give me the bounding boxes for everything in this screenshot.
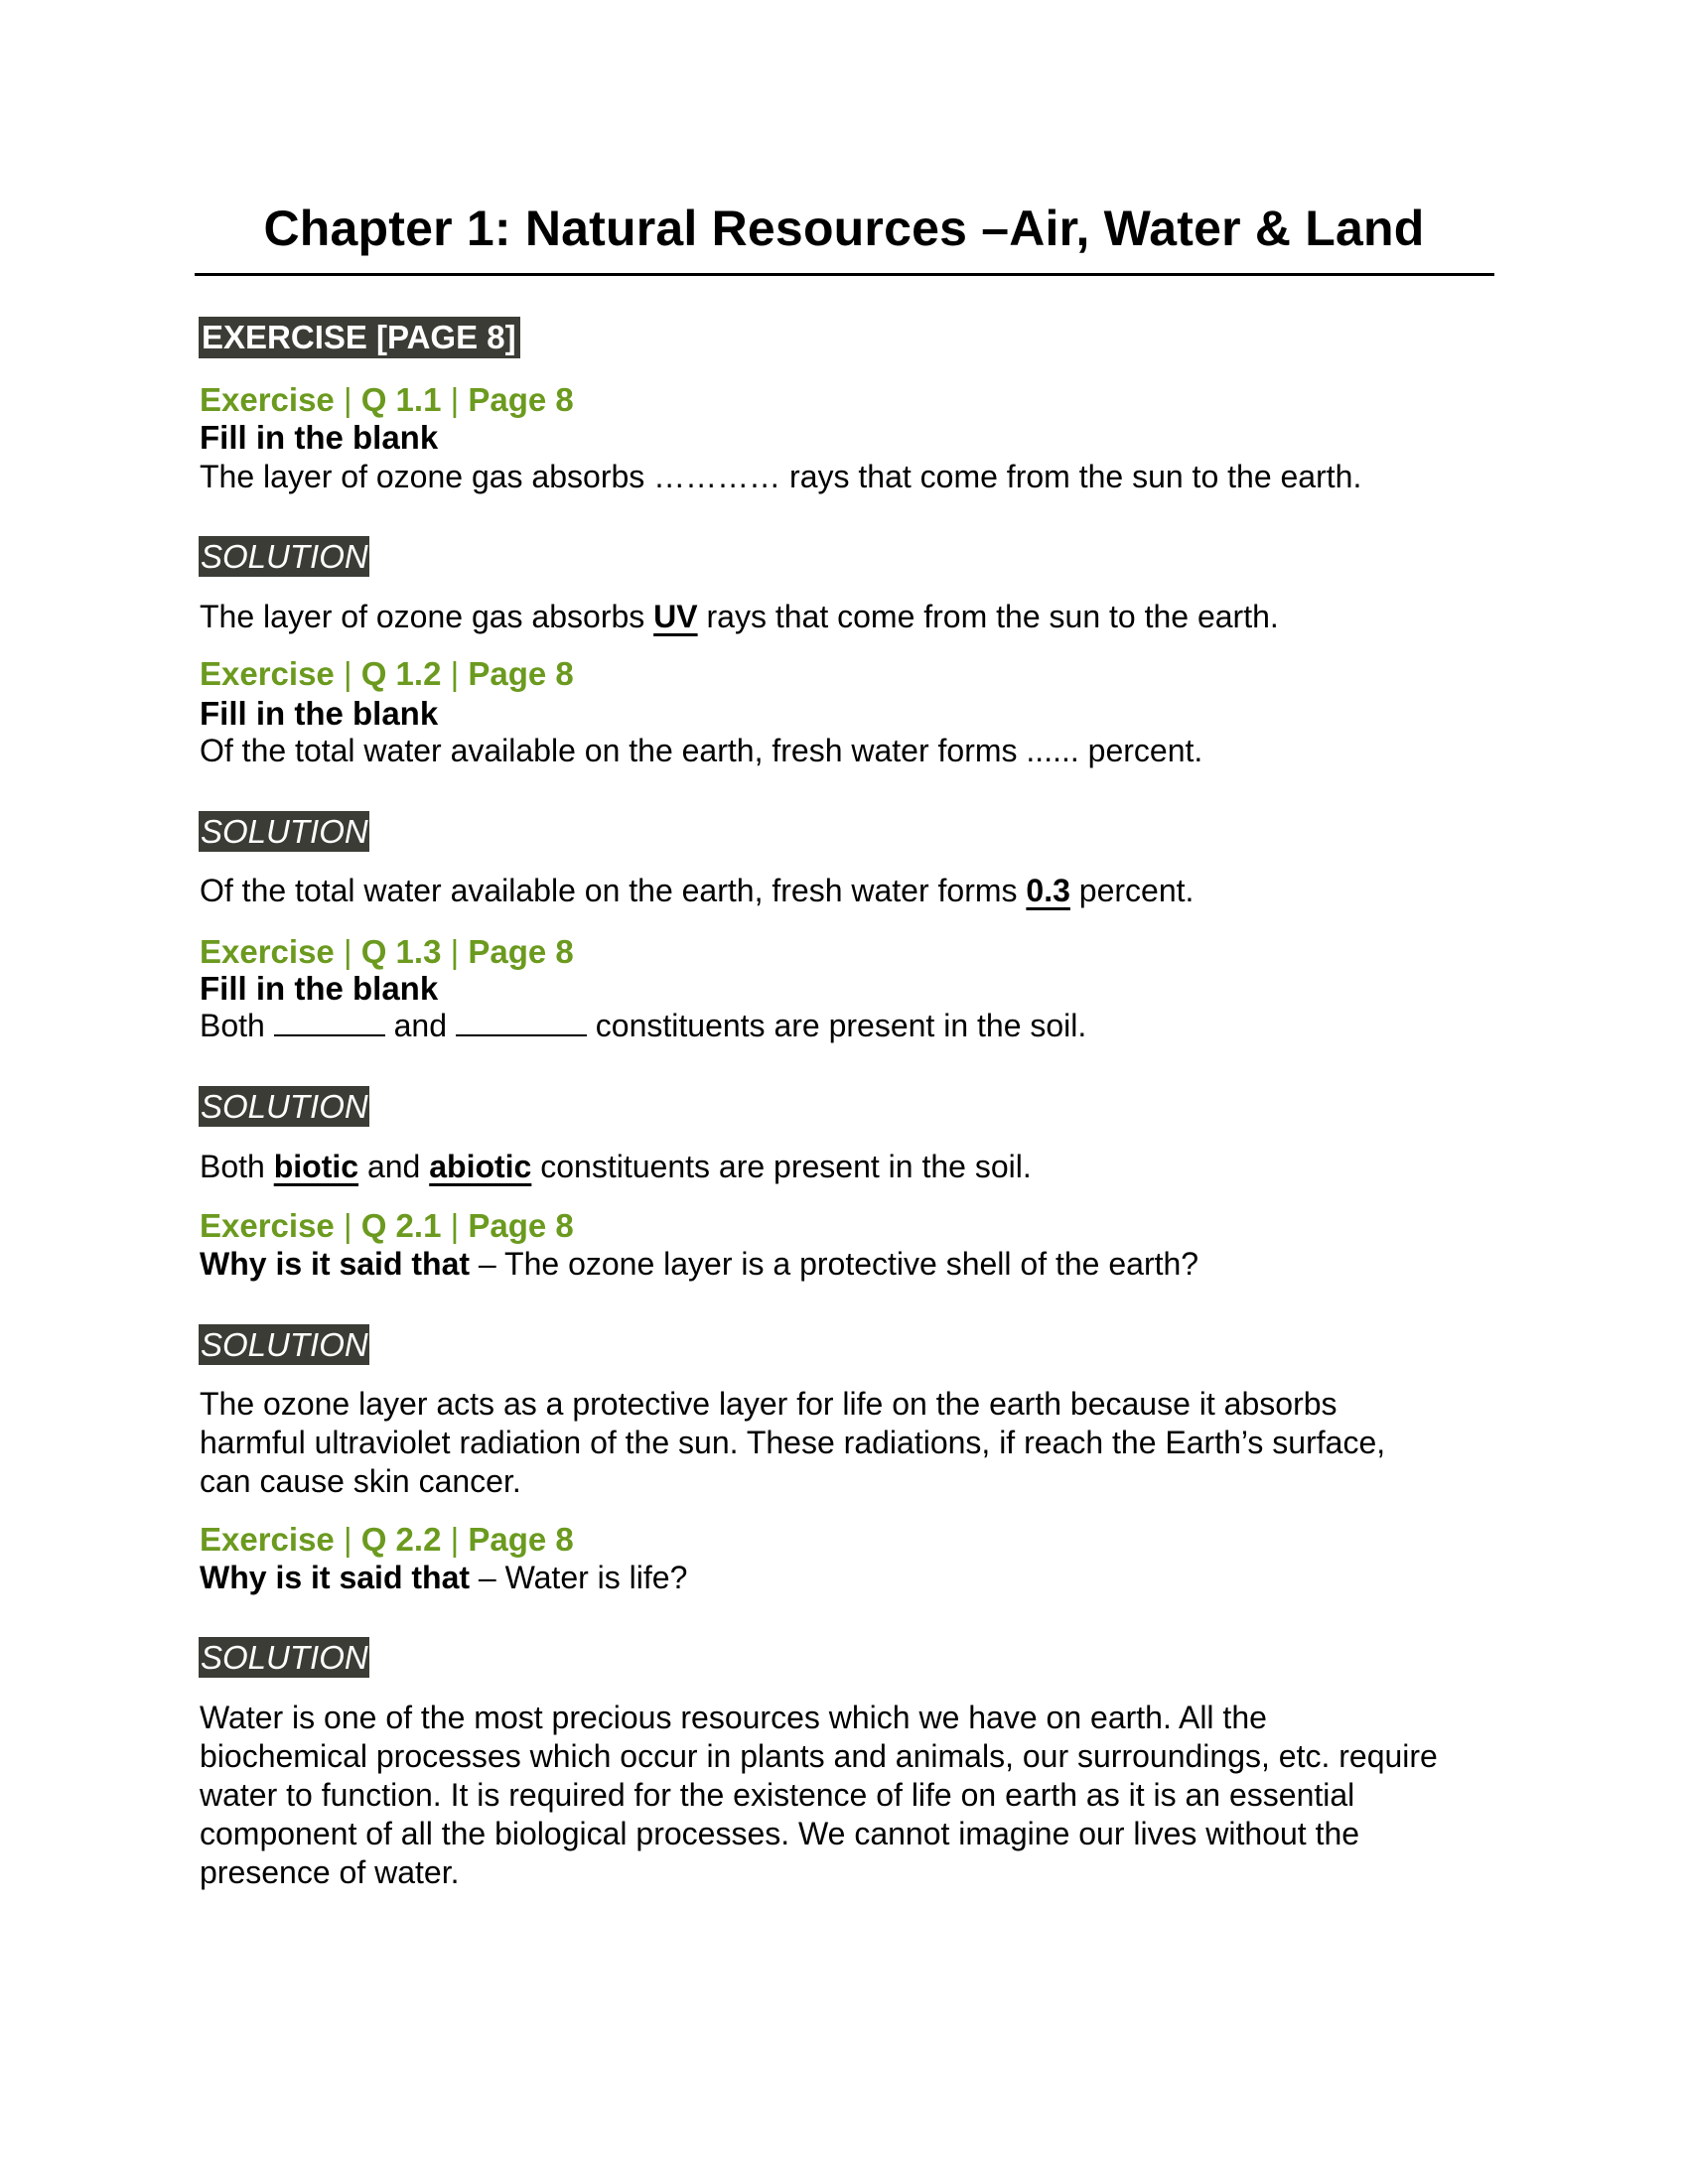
answer-line: The ozone layer acts as a protective layer for life on the earth because it absorbs — [200, 1386, 1337, 1422]
answer-text-part: Of the total water available on the earth, fresh water forms — [200, 873, 1027, 908]
question-heading — [200, 932, 574, 972]
answer-text — [200, 872, 1510, 910]
page-title: Chapter 1: Natural Resources –Air, Water & Land — [263, 201, 1425, 256]
page-reference: Page 8 — [468, 933, 574, 970]
question-text — [200, 1244, 1198, 1284]
solution-badge: SOLUTION — [201, 1088, 368, 1125]
heading-source: Exercise — [200, 655, 335, 692]
question-text-part: and — [384, 1008, 456, 1043]
question-type: Fill in the blank — [200, 419, 439, 456]
heading-separator: | — [334, 933, 361, 970]
blank-placeholder: ...... — [1026, 733, 1079, 768]
solution-badge: SOLUTION — [201, 1639, 368, 1676]
heading-separator: | — [334, 381, 361, 418]
heading-separator: | — [441, 1207, 469, 1244]
question-heading — [200, 1520, 574, 1560]
question-text-part: – The ozone layer is a protective shell of the earth? — [470, 1246, 1199, 1282]
answer-line: Water is one of the most precious resources which we have on earth. All the — [200, 1700, 1267, 1735]
page-reference: Page 8 — [468, 1521, 574, 1558]
question-number: Q 2.1 — [360, 1207, 442, 1244]
answer-line: can cause skin cancer. — [200, 1463, 521, 1499]
question-heading — [200, 1206, 574, 1246]
heading-source: Exercise — [200, 933, 335, 970]
page-reference: Page 8 — [468, 381, 574, 418]
answer-line: harmful ultraviolet radiation of the sun. These radiations, if reach the Earth’s surface, — [200, 1425, 1386, 1460]
page-reference: Page 8 — [468, 655, 574, 692]
question-text — [200, 1006, 1086, 1045]
answer-text-part: rays that come from the sun to the earth. — [697, 599, 1279, 634]
answer-text-part: and — [358, 1149, 430, 1184]
question-text — [200, 1558, 687, 1597]
heading-separator: | — [441, 1521, 469, 1558]
answer-line: biochemical processes which occur in plants and animals, our surroundings, etc. require — [200, 1738, 1438, 1774]
blank-line — [456, 1007, 587, 1036]
answer-key: UV — [653, 599, 698, 634]
question-heading — [200, 654, 574, 694]
question-heading — [200, 380, 574, 420]
question-number: Q 1.3 — [360, 933, 442, 970]
answer-key: 0.3 — [1026, 873, 1070, 908]
answer-text-part: Both — [200, 1149, 274, 1184]
title-divider — [195, 273, 1494, 276]
heading-separator: | — [334, 1207, 361, 1244]
heading-source: Exercise — [200, 1521, 335, 1558]
heading-separator: | — [334, 1521, 361, 1558]
question-type: Fill in the blank — [200, 695, 439, 732]
question-text-part: Both — [200, 1008, 274, 1043]
question-number: Q 1.2 — [360, 655, 442, 692]
answer-text — [200, 1148, 1510, 1186]
heading-separator: | — [441, 381, 469, 418]
answer-paragraph — [200, 1385, 1510, 1501]
question-text-part: Of the total water available on the earth, fresh water forms — [200, 733, 1027, 768]
question-type: Fill in the blank — [200, 970, 439, 1007]
question-text — [200, 731, 1202, 770]
heading-separator: | — [441, 655, 469, 692]
blank-placeholder: ………… — [653, 459, 781, 494]
question-type: Why is it said that — [200, 1560, 471, 1595]
answer-line: water to function. It is required for the existence of life on earth as it is an essential — [200, 1777, 1355, 1813]
answer-text — [200, 598, 1510, 636]
question-text-part: percent. — [1078, 733, 1203, 768]
answer-text-part: percent. — [1069, 873, 1195, 908]
answer-paragraph — [200, 1699, 1510, 1892]
question-text-part: rays that come from the sun to the earth. — [780, 459, 1362, 494]
solution-badge: SOLUTION — [201, 538, 368, 575]
heading-source: Exercise — [200, 1207, 335, 1244]
question-number: Q 2.2 — [360, 1521, 442, 1558]
question-text — [200, 457, 1361, 496]
answer-text-part: constituents are present in the soil. — [531, 1149, 1032, 1184]
question-type: Why is it said that — [200, 1246, 471, 1282]
heading-separator: | — [441, 933, 469, 970]
answer-text-part: The layer of ozone gas absorbs — [200, 599, 654, 634]
section-badge: EXERCISE [PAGE 8] — [199, 317, 520, 358]
answer-line: component of all the biological processes. We cannot imagine our lives without the — [200, 1816, 1360, 1851]
solution-badge: SOLUTION — [201, 1326, 368, 1363]
question-text-part: – Water is life? — [470, 1560, 688, 1595]
question-text-part: The layer of ozone gas absorbs — [200, 459, 654, 494]
solution-badge: SOLUTION — [201, 813, 368, 850]
answer-key: abiotic — [429, 1149, 532, 1184]
heading-source: Exercise — [200, 381, 335, 418]
question-text-part: constituents are present in the soil. — [586, 1008, 1087, 1043]
heading-separator: | — [334, 655, 361, 692]
question-number: Q 1.1 — [360, 381, 442, 418]
answer-line: presence of water. — [200, 1854, 460, 1890]
answer-key: biotic — [273, 1149, 359, 1184]
blank-line — [274, 1007, 385, 1036]
page-reference: Page 8 — [468, 1207, 574, 1244]
